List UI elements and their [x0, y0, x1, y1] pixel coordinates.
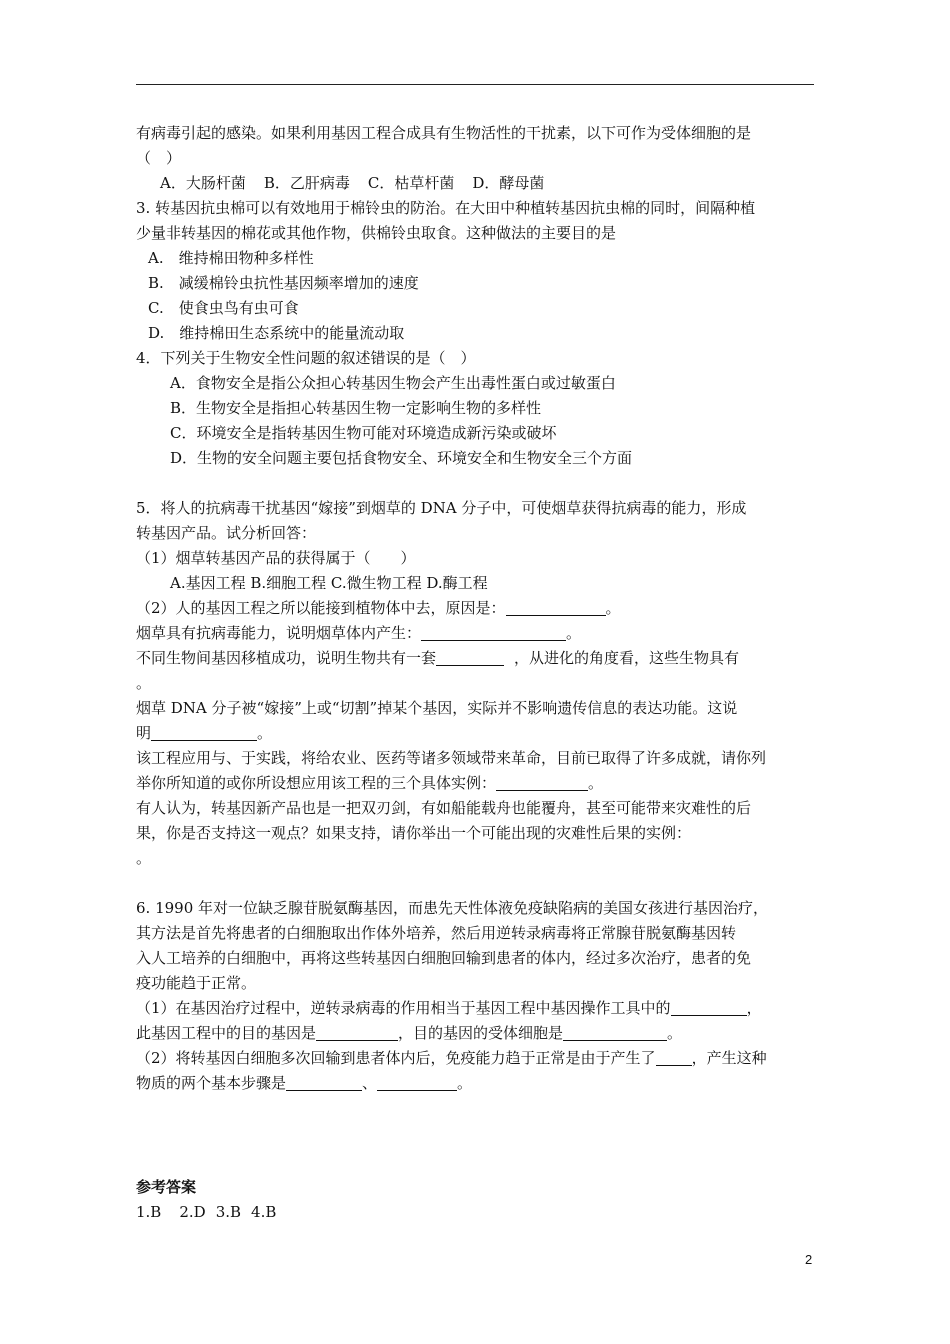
- q5-line6b: 举你所知道的或你所设想应用该工程的三个具体实例： 。: [136, 774, 604, 792]
- q5-part2: （2）人的基因工程之所以能接到植物体中去，原因是： 。: [136, 599, 621, 617]
- page-number: 2: [805, 1252, 813, 1267]
- answer-blank[interactable]: [671, 999, 747, 1016]
- answer-blank[interactable]: [151, 724, 257, 741]
- q4-option-d: D．生物的安全问题主要包括食物安全、环境安全和生物安全三个方面: [170, 449, 633, 467]
- q2-option-a: A．大肠杆菌: [160, 174, 246, 192]
- q6-part1b: 此基因工程中的目的基因是 ，目的基因的受体细胞是 。: [136, 1024, 683, 1042]
- q4-option-b: B．生物安全是指担心转基因生物一定影响生物的多样性: [170, 399, 542, 417]
- q4-option-a: A．食物安全是指公众担心转基因生物会产生出毒性蛋白或过敏蛋白: [170, 374, 616, 392]
- q6-part2: （2）将转基因白细胞多次回输到患者体内后，免疫能力趋于正常是由于产生了 ，产生这种: [136, 1049, 767, 1067]
- q5-line5: 烟草 DNA 分子被“嫁接”上或“切割”掉某个基因，实际并不影响遗传信息的表达功能。这说: [136, 699, 738, 717]
- answer-blank[interactable]: [316, 1024, 398, 1041]
- q2-option-d: D．酵母菌: [472, 174, 545, 192]
- answer-blank[interactable]: [656, 1049, 692, 1066]
- answer-item: 1.B: [136, 1203, 162, 1221]
- q3-option-b: B. 减缓棉铃虫抗性基因频率增加的速度: [148, 274, 419, 292]
- q2-line2: （ ）: [136, 149, 182, 167]
- q6-line3: 入人工培养的白细胞中，再将这些转基因白细胞回输到患者的体内，经过多次治疗，患者的免: [136, 949, 752, 967]
- q4-option-c: C．环境安全是指转基因生物可能对环境造成新污染或破坏: [170, 424, 557, 442]
- q5-line6: 该工程应用与、于实践，将给农业、医药等诸多领域带来革命，目前已取得了许多成就，请你列: [136, 749, 767, 767]
- q2-line1: 有病毒引起的感染。如果利用基因工程合成具有生物活性的干扰素，以下可作为受体细胞的是: [136, 124, 752, 142]
- q5-line7: 有人认为，转基因新产品也是一把双刃剑，有如船能载舟也能覆舟，甚至可能带来灾难性的后: [136, 799, 752, 817]
- q3-option-c: C. 使食虫鸟有虫可食: [148, 299, 299, 317]
- q6-part2b: 物质的两个基本步骤是 、 。: [136, 1074, 473, 1092]
- q6-line4: 疫功能趋于正常。: [136, 974, 257, 992]
- answer-item: 4.B: [251, 1203, 277, 1221]
- q3-line2: 少量非转基因的棉花或其他作物，供棉铃虫取食。这种做法的主要目的是: [136, 224, 617, 242]
- answer-blank[interactable]: [436, 649, 504, 666]
- q2-option-c: C．枯草杆菌: [367, 174, 455, 192]
- q3-option-a: A. 维持棉田物种多样性: [148, 249, 314, 267]
- answer-blank[interactable]: [421, 624, 566, 641]
- answers-title: 参考答案: [136, 1178, 197, 1196]
- document-body: [136, 121, 814, 1225]
- q6-line2: 其方法是首先将患者的白细胞取出作体外培养，然后用逆转录病毒将正常腺苷脱氨酶基因转: [136, 924, 737, 942]
- q4-stem: 4．下列关于生物安全性问题的叙述错误的是（ ）: [136, 349, 476, 367]
- q2-options: [136, 171, 814, 196]
- q5-line7b: 果，你是否支持这一观点？如果支持，请你举出一个可能出现的灾难性后果的实例：: [136, 824, 692, 842]
- answer-blank[interactable]: [496, 774, 588, 791]
- answer-blank[interactable]: [506, 599, 606, 616]
- header-rule: [136, 84, 814, 85]
- answer-item: 2.D: [179, 1203, 206, 1221]
- q5-line4: 不同生物间基因移植成功，说明生物共有一套 ，从进化的角度看，这些生物具有: [136, 649, 740, 667]
- answers-list: [136, 1200, 814, 1225]
- answer-blank[interactable]: [563, 1024, 667, 1041]
- q5-line2: 转基因产品。试分析回答：: [136, 524, 317, 542]
- q3-line1: 3. 转基因抗虫棉可以有效地用于棉铃虫的防治。在大田中种植转基因抗虫棉的同时，间隔种植: [136, 199, 756, 217]
- q6-line1: 6. 1990 年对一位缺乏腺苷脱氨酶基因，而患先天性体液免疫缺陷病的美国女孩进行基因治疗，: [136, 899, 769, 917]
- q2-option-b: B．乙肝病毒: [263, 174, 350, 192]
- q6-part1: （1）在基因治疗过程中，逆转录病毒的作用相当于基因工程中基因操作工具中的 ，: [136, 999, 762, 1017]
- q3-option-d: D. 维持棉田生态系统中的能量流动取: [148, 324, 405, 342]
- q5-line1: 5．将人的抗病毒干扰基因“嫁接”到烟草的 DNA 分子中，可使烟草获得抗病毒的能力，形成: [136, 499, 747, 517]
- answer-blank[interactable]: [377, 1074, 457, 1091]
- q5-line4-end: 。: [136, 674, 152, 692]
- q5-part1-options: A.基因工程 B.细胞工程 C.微生物工程 D.酶工程: [170, 574, 488, 592]
- q5-line3: 烟草具有抗病毒能力，说明烟草体内产生： 。: [136, 624, 582, 642]
- q5-line7-end: 。: [136, 849, 152, 867]
- q5-line5b: 明 。: [136, 724, 273, 742]
- answer-item: 3.B: [215, 1203, 242, 1221]
- q5-part1: （1）烟草转基因产品的获得属于（ ）: [136, 549, 416, 567]
- answer-blank[interactable]: [286, 1074, 362, 1091]
